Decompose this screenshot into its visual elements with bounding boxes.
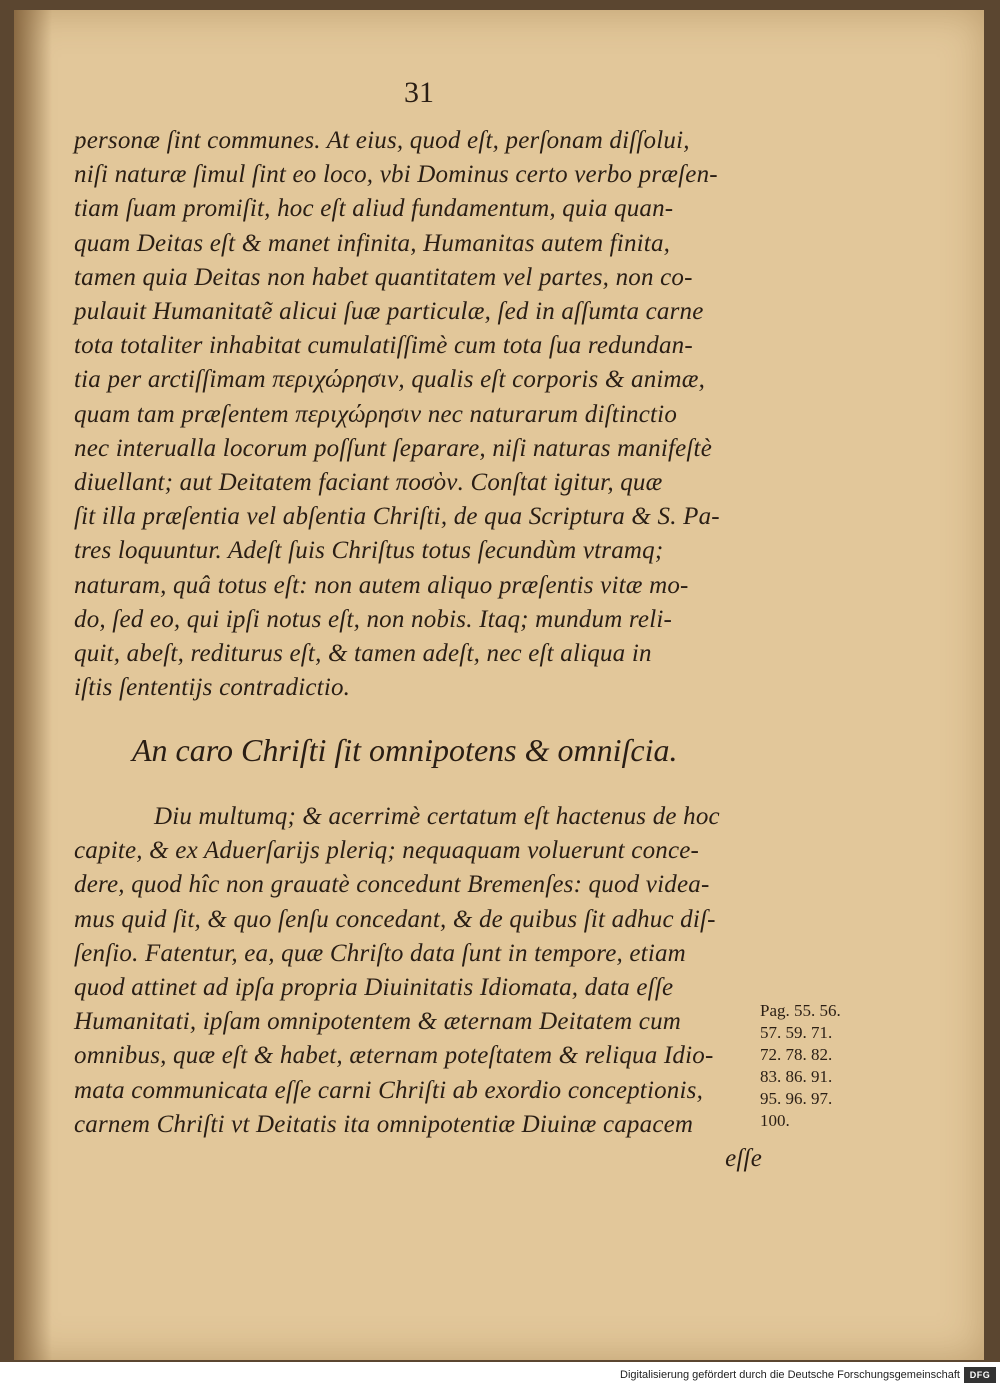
text-line: quit, abeſt, rediturus eſt, & tamen adeſt, nec eſt aliqua in [74, 640, 652, 668]
text-line: nec interualla locorum poſſunt ſeparare, niſi naturas manifeſtè [74, 434, 713, 462]
text-line: tres loquuntur. Adeſt ſuis Chriſtus totus ſecundùm vtramq; [74, 537, 664, 565]
margin-note-line: 72. 78. 82. [760, 1045, 833, 1064]
text-line: carnem Chriſti vt Deitatis ita omnipotentiæ Diuinæ capacem [74, 1110, 694, 1138]
text-line: niſi naturæ ſimul ſint eo loco, vbi Dominus certo verbo præſen- [74, 161, 718, 189]
text-line: capite, & ex Aduerſarijs pleriq; nequaquam voluerunt conce- [74, 837, 700, 865]
text-line: diuellant; aut Deitatem faciant ποσὸν. Conſtat igitur, quæ [74, 469, 663, 497]
text-line: Humanitati, ipſam omnipotentem & æternam Deitatem cum [74, 1008, 682, 1036]
footer-bar [0, 1362, 1000, 1390]
text-line: ſit illa præſentia vel abſentia Chriſti, de qua Scriptura & S. Pa- [74, 503, 720, 531]
text-line: tamen quia Deitas non habet quantitatem vel partes, non co- [74, 263, 693, 291]
margin-note-line: 95. 96. 97. [760, 1089, 833, 1108]
paragraph-2 [74, 800, 774, 1176]
dfg-logo-icon: DFG [964, 1367, 996, 1383]
text-line: do, ſed eo, qui ipſi notus eſt, non nobis. Itaq; mundum reli- [74, 605, 673, 633]
text-line: personæ ſint communes. At eius, quod eſt, perſonam diſſolui, [74, 127, 690, 154]
catchword: eſſe [725, 1145, 762, 1173]
paragraph-1 [74, 124, 774, 705]
text-line: quam tam præſentem περιχώρησιν nec naturarum diſtinctio [74, 400, 678, 428]
text-line: omnibus, quæ eſt & habet, æternam poteſtatem & reliqua Idio- [74, 1042, 714, 1070]
margin-note-line: 83. 86. 91. [760, 1067, 833, 1086]
text-line: naturam, quâ totus eſt: non autem aliquo præſentis vitæ mo- [74, 571, 689, 599]
book-page [14, 10, 984, 1360]
footer-credit: Digitalisierung gefördert durch die Deutsche Forschungsgemeinschaft [620, 1369, 960, 1381]
margin-note-line: 100. [760, 1111, 790, 1130]
page-number: 31 [404, 76, 434, 109]
text-line: ſenſio. Fatentur, ea, quæ Chriſto data ſunt in tempore, etiam [74, 939, 686, 967]
text-line: pulauit Humanitatẽ alicui ſuæ particulæ, ſed in aſſumta carne [74, 298, 704, 326]
text-line: quod attinet ad ipſa propria Diuinitatis Idiomata, data eſſe [74, 974, 674, 1002]
margin-note [760, 1000, 841, 1132]
text-line: Diu multumq; & acerrimè certatum eſt hactenus de hoc [154, 803, 720, 830]
section-heading: An caro Chriſti ſit omnipotens & omniſcia. [132, 732, 678, 768]
text-line: dere, quod hîc non grauatè concedunt Bremenſes: quod videa- [74, 871, 710, 899]
text-line: tia per arctiſſimam περιχώρησιν, qualis eſt corporis & animæ, [74, 366, 706, 394]
text-line: mus quid ſit, & quo ſenſu concedant, & de quibus ſit adhuc diſ- [74, 905, 716, 933]
text-line: tiam ſuam promiſit, hoc eſt aliud fundamentum, quia quan- [74, 195, 674, 223]
text-line: iſtis ſententijs contradictio. [74, 674, 351, 702]
text-line: tota totaliter inhabitat cumulatiſſimè cum tota ſua redundan- [74, 332, 693, 360]
text-line: quam Deitas eſt & manet infinita, Humanitas autem finita, [74, 229, 671, 257]
margin-note-line: 57. 59. 71. [760, 1023, 833, 1042]
text-line: mata communicata eſſe carni Chriſti ab exordio conceptionis, [74, 1076, 704, 1104]
margin-note-line: Pag. 55. 56. [760, 1001, 841, 1020]
